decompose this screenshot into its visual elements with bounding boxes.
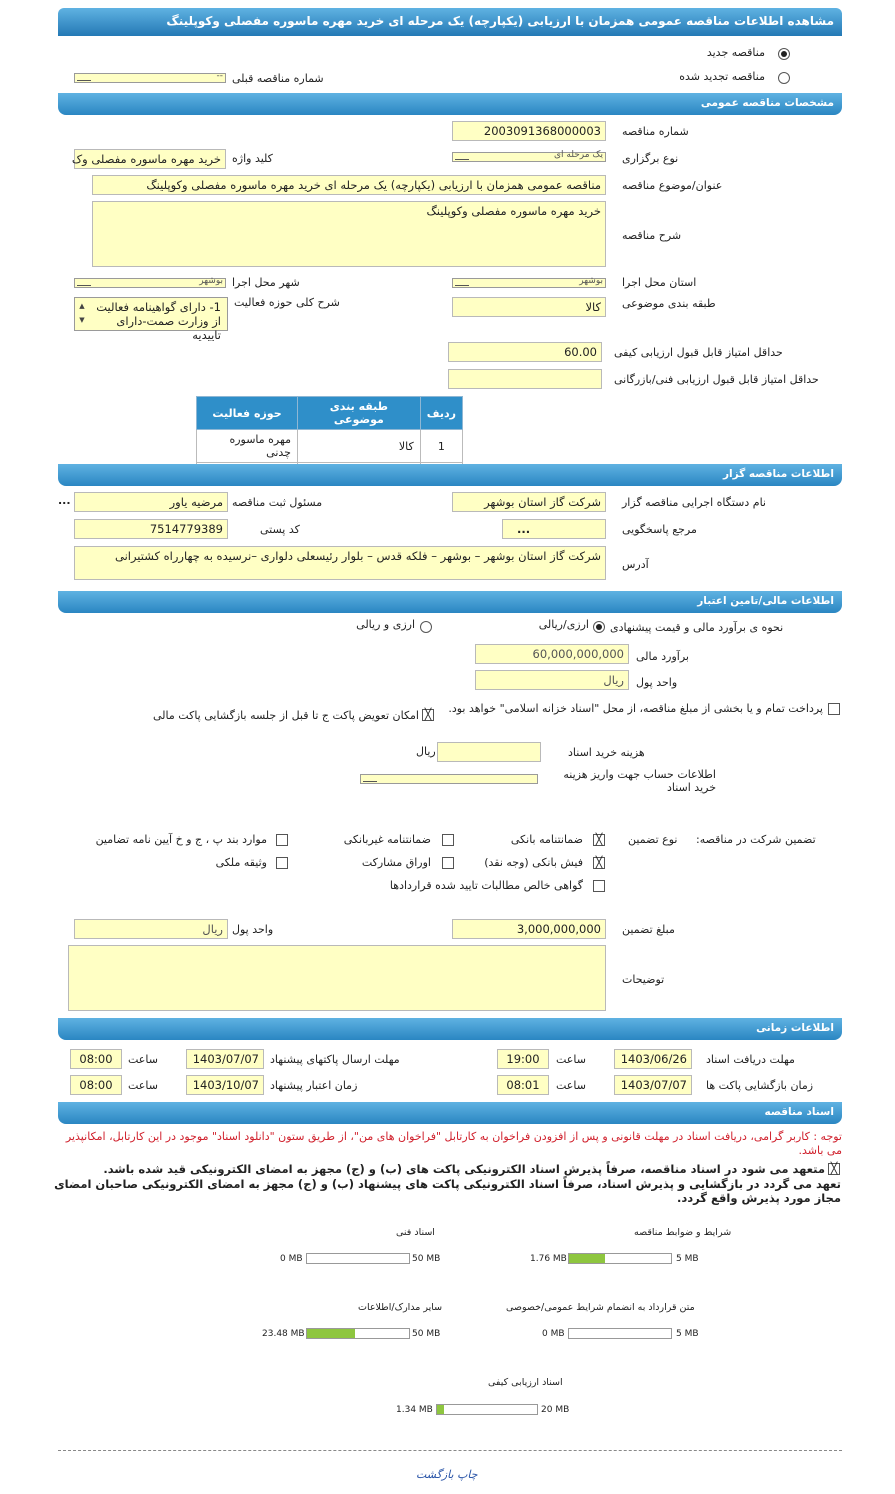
send-time-field: 08:00 bbox=[70, 1049, 122, 1069]
rial-label: ارزی/ریالی bbox=[538, 618, 589, 631]
file-usage-bar bbox=[306, 1328, 410, 1339]
col-category: طبقه بندی موضوعی bbox=[297, 397, 420, 430]
file-usage-bar bbox=[436, 1404, 538, 1415]
file-max: 5 MB bbox=[676, 1254, 699, 1264]
file-title: اسناد فنی bbox=[396, 1227, 435, 1238]
keyword-field: خرید مهره ماسوره مفصلی وک bbox=[74, 149, 226, 169]
file-max: 20 MB bbox=[541, 1405, 570, 1415]
file-used: 1.76 MB bbox=[530, 1254, 567, 1264]
send-hour-label: ساعت bbox=[128, 1053, 158, 1066]
open-hour-label: ساعت bbox=[556, 1079, 586, 1092]
province-label: استان محل اجرا bbox=[622, 276, 697, 289]
fx-rial-radio[interactable] bbox=[420, 621, 432, 633]
prev-tender-select[interactable]: -- bbox=[74, 73, 226, 83]
doc-cost-field bbox=[437, 742, 541, 762]
valid-label: زمان اعتبار پیشنهاد bbox=[270, 1079, 358, 1092]
category-field: کالا bbox=[452, 297, 606, 317]
section-organizer: اطلاعات مناقصه گزار bbox=[58, 464, 842, 486]
keyword-label: کلید واژه bbox=[232, 152, 273, 165]
responsible-more-link[interactable]: ... bbox=[58, 494, 71, 507]
notes-label: توضیحات bbox=[622, 973, 665, 986]
currency-label: واحد پول bbox=[636, 676, 678, 689]
guarantee-currency-field: ریال bbox=[74, 919, 228, 939]
section-docs: اسناد مناقصه bbox=[58, 1102, 842, 1124]
activity-text: 1- دارای گواهینامه فعالیت از وزارت صمت-دارای تاییدیه bbox=[96, 300, 221, 342]
min-quality-field: 60.00 bbox=[448, 342, 602, 362]
file-max: 50 MB bbox=[412, 1329, 441, 1339]
postal-code-label: کد پستی bbox=[260, 523, 300, 536]
commit-checkbox[interactable]: ╳ bbox=[828, 1163, 840, 1175]
claims-checkbox[interactable] bbox=[593, 880, 605, 892]
file-usage-bar bbox=[568, 1253, 672, 1264]
responsible-field: مرضیه یاور bbox=[74, 492, 228, 512]
account-select[interactable] bbox=[360, 774, 538, 784]
price-method-label: نحوه ی برآورد مالی و قیمت پیشنهادی bbox=[610, 621, 784, 634]
address-field: شرکت گاز استان بوشهر – بوشهر – فلکه قدس – بلوار رئیسعلی دلواری –نرسیده به چهارراه کشتیرانی bbox=[74, 546, 606, 580]
open-date-field: 1403/07/07 bbox=[614, 1075, 692, 1095]
category-label: طبقه بندی موضوعی bbox=[622, 297, 716, 310]
subject-label: عنوان/موضوع مناقصه bbox=[622, 179, 723, 192]
scroll-arrows-icon[interactable]: ▲ ▼ bbox=[79, 302, 85, 324]
tender-number-label: شماره مناقصه bbox=[622, 125, 689, 138]
city-label: شهر محل اجرا bbox=[232, 276, 300, 289]
file-usage-bar bbox=[568, 1328, 672, 1339]
section-time: اطلاعات زمانی bbox=[58, 1018, 842, 1040]
other-guarantee-checkbox[interactable] bbox=[276, 834, 288, 846]
notes-field bbox=[68, 945, 606, 1011]
treasury-text: پرداخت تمام و یا بخشی از مبلغ مناقصه، از محل "اسناد خزانه اسلامی" خواهد بود. bbox=[448, 702, 823, 715]
activity-listbox[interactable] bbox=[74, 297, 228, 342]
description-label: شرح مناقصه bbox=[622, 229, 682, 242]
guarantee-currency-label: واحد پول bbox=[232, 923, 274, 936]
postal-code-field: 7514779389 bbox=[74, 519, 228, 539]
file-used: 0 MB bbox=[280, 1254, 303, 1264]
guarantee-type-label: نوع تضمین bbox=[628, 833, 678, 846]
description-field: خرید مهره ماسوره مفصلی وکوپلینگ bbox=[92, 201, 606, 267]
file-title: شرایط و ضوابط مناقصه bbox=[634, 1227, 732, 1238]
account-label: اطلاعات حساب جهت واریز هزینه خرید اسناد bbox=[563, 768, 716, 794]
col-row: ردیف bbox=[420, 397, 462, 430]
receive-hour-label: ساعت bbox=[556, 1053, 586, 1066]
bank-guarantee-label: ضمانتنامه بانکی bbox=[510, 833, 583, 846]
file-max: 5 MB bbox=[676, 1329, 699, 1339]
address-label: آدرس bbox=[622, 558, 649, 571]
city-select[interactable]: بوشهر bbox=[74, 278, 226, 288]
min-tech-field bbox=[448, 369, 602, 389]
table-header bbox=[197, 397, 463, 430]
tender-number-field: 2003091368000003 bbox=[452, 121, 606, 141]
section-general: مشخصات مناقصه عمومی bbox=[58, 93, 842, 115]
footer-divider bbox=[58, 1450, 842, 1451]
commit-text: متعهد می شود در اسناد مناقصه، صرفاً پذیرش اسناد الکترونیکی پاکت های (ب) و (ج) مجهز به امضای الکترونیکی قید شده باشد. bbox=[103, 1162, 825, 1176]
print-link[interactable]: چاپ bbox=[457, 1468, 478, 1481]
property-label: وثیقه ملکی bbox=[215, 856, 267, 869]
activity-label: شرح کلی حوزه فعالیت bbox=[234, 296, 340, 309]
min-tech-label: حداقل امتیاز قابل قبول ارزیابی فنی/بازرگانی bbox=[614, 373, 819, 386]
doc-cost-label: هزینه خرید اسناد bbox=[568, 746, 645, 759]
new-tender-label: مناقصه جدید bbox=[706, 46, 765, 59]
nonbank-guarantee-checkbox[interactable] bbox=[442, 834, 454, 846]
nonbank-guarantee-label: ضمانتنامه غیربانکی bbox=[343, 833, 431, 846]
footer-links bbox=[416, 1468, 478, 1481]
open-label: زمان بازگشایی پاکت ها bbox=[706, 1079, 814, 1092]
bank-guarantee-checkbox[interactable]: ╳ bbox=[593, 834, 605, 846]
file-used: 23.48 MB bbox=[262, 1329, 305, 1339]
open-time-field: 08:01 bbox=[497, 1075, 549, 1095]
valid-hour-label: ساعت bbox=[128, 1079, 158, 1092]
file-usage-bar bbox=[306, 1253, 410, 1264]
file-title: سایر مدارک/اطلاعات bbox=[358, 1302, 443, 1313]
page-title: مشاهده اطلاعات مناقصه عمومی همزمان با ارزیابی (یکپارچه) یک مرحله ای خرید مهره ماسوره مفصلی وکوپلینگ bbox=[58, 8, 842, 36]
treasury-checkbox[interactable] bbox=[828, 703, 840, 715]
download-notice: توجه : کاربر گرامی، دریافت اسناد در مهلت قانونی و پس از افزودن فراخوان به کارتابل "فراخوان های من"، از طریق ستون "دانلود اسناد" موجود در این کارتابل، امکانپذیر می باشد. bbox=[65, 1130, 842, 1157]
receive-date-field: 1403/06/26 bbox=[614, 1049, 692, 1069]
guarantee-amount-field: 3,000,000,000 bbox=[452, 919, 606, 939]
org-field: شرکت گاز استان بوشهر bbox=[452, 492, 606, 512]
file-used: 1.34 MB bbox=[396, 1405, 433, 1415]
table-row bbox=[197, 430, 463, 463]
renewed-tender-radio[interactable] bbox=[778, 72, 790, 84]
reference-more-link[interactable]: ... bbox=[517, 522, 531, 536]
send-label: مهلت ارسال پاکتهای پیشنهاد bbox=[270, 1053, 400, 1066]
file-usage-fill bbox=[437, 1405, 444, 1414]
valid-date-field: 1403/10/07 bbox=[186, 1075, 264, 1095]
new-tender-radio[interactable] bbox=[778, 48, 790, 60]
bonds-label: اوراق مشارکت bbox=[361, 856, 431, 869]
file-title: متن قرارداد به انضمام شرایط عمومی/خصوصی bbox=[506, 1302, 695, 1313]
cash-guarantee-checkbox[interactable]: ╳ bbox=[593, 857, 605, 869]
file-max: 50 MB bbox=[412, 1254, 441, 1264]
file-usage-fill bbox=[569, 1254, 605, 1263]
bonds-checkbox[interactable] bbox=[442, 857, 454, 869]
type-label: نوع برگزاری bbox=[622, 152, 679, 165]
valid-time-field: 08:00 bbox=[70, 1075, 122, 1095]
renewed-tender-label: مناقصه تجدید شده bbox=[679, 70, 765, 83]
guarantee-label: تضمین شرکت در مناقصه: bbox=[696, 833, 816, 846]
rial-radio[interactable] bbox=[593, 621, 605, 633]
currency-field: ریال bbox=[475, 670, 629, 690]
section-finance: اطلاعات مالی/تامین اعتبار bbox=[58, 591, 842, 613]
file-usage-fill bbox=[307, 1329, 355, 1338]
claims-label: گواهی خالص مطالبات تایید شده قراردادها bbox=[389, 879, 583, 892]
fx-rial-label: ارزی و ریالی bbox=[356, 618, 415, 631]
reference-field bbox=[502, 519, 606, 539]
back-link[interactable]: بازگشت bbox=[416, 1468, 454, 1481]
cell: 1 bbox=[420, 430, 462, 463]
col-activity: حوزه فعالیت bbox=[197, 397, 298, 430]
cash-guarantee-label: فیش بانکی (وجه نقد) bbox=[484, 856, 583, 869]
estimate-label: برآورد مالی bbox=[636, 650, 689, 663]
prev-tender-label: شماره مناقصه قبلی bbox=[232, 72, 324, 85]
cell: مهره ماسوره چدنی bbox=[197, 430, 298, 463]
receive-time-field: 19:00 bbox=[497, 1049, 549, 1069]
cell: کالا bbox=[297, 430, 420, 463]
type-select[interactable]: یک مرحله ای bbox=[452, 152, 606, 162]
send-date-field: 1403/07/07 bbox=[186, 1049, 264, 1069]
reference-label: مرجع پاسخگویی bbox=[622, 523, 697, 536]
property-checkbox[interactable] bbox=[276, 857, 288, 869]
responsible-label: مسئول ثبت مناقصه bbox=[232, 496, 323, 509]
subject-field: مناقصه عمومی همزمان با ارزیابی (یکپارچه) یک مرحله ای خرید مهره ماسوره مفصلی وکوپلینگ bbox=[92, 175, 606, 195]
doc-cost-unit: ریال bbox=[416, 745, 436, 758]
swap-checkbox[interactable]: ╳ bbox=[422, 709, 434, 721]
file-used: 0 MB bbox=[542, 1329, 565, 1339]
other-guarantee-label: موارد بند پ ، ج و خ آیین نامه تضامین bbox=[95, 833, 267, 846]
org-label: نام دستگاه اجرایی مناقصه گزار bbox=[622, 496, 766, 509]
commit2-text: تعهد می گردد در بازگشایی و پذیرش اسناد، صرفاً اسناد الکترونیکی پاکت های پیشنهاد (ب) و (ج) مجهز به امضای الکترونیکی صاحبان امضای مجاز مورد پذیرش واقع گردد. bbox=[54, 1177, 841, 1205]
province-select[interactable]: بوشهر bbox=[452, 278, 606, 288]
file-title: اسناد ارزیابی کیفی bbox=[488, 1377, 563, 1388]
min-quality-label: حداقل امتیاز قابل قبول ارزیابی کیفی bbox=[614, 346, 783, 359]
guarantee-amount-label: مبلغ تضمین bbox=[622, 923, 675, 936]
receive-label: مهلت دریافت اسناد bbox=[706, 1053, 795, 1066]
swap-text: امکان تعویض پاکت ج تا قبل از جلسه بازگشایی پاکت مالی bbox=[153, 709, 419, 722]
estimate-field: 60,000,000,000 bbox=[475, 644, 629, 664]
